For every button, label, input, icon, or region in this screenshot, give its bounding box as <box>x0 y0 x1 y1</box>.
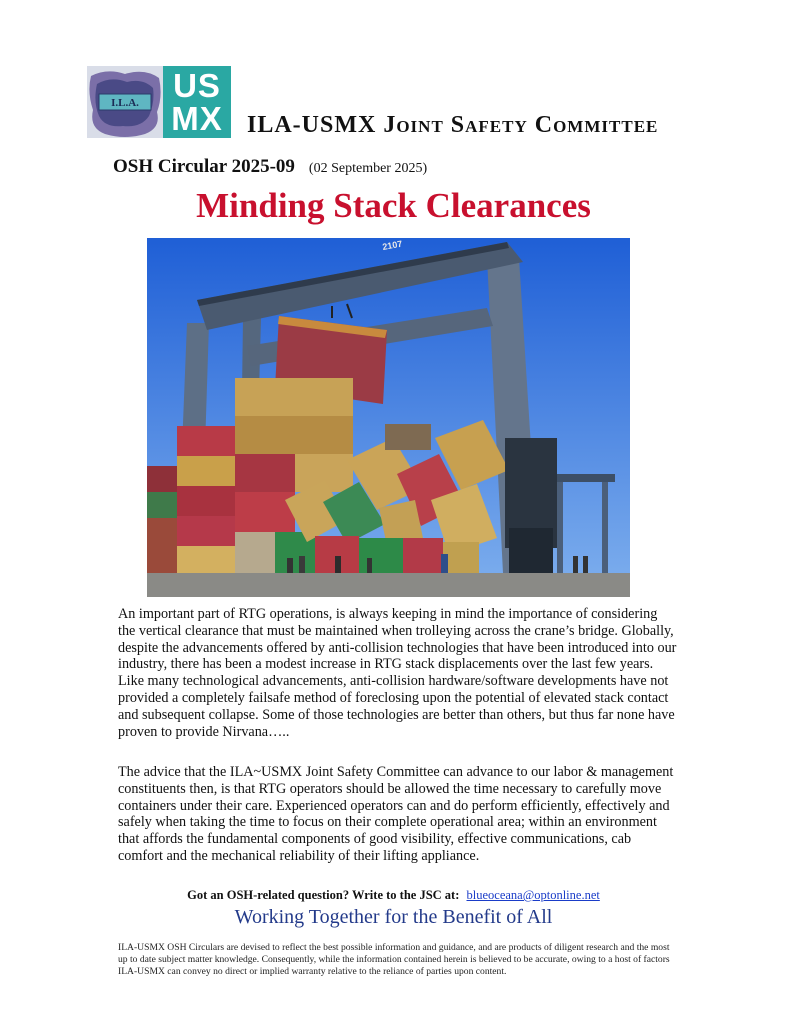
body-paragraph-1: An important part of RTG operations, is always keeping in mind the importance of considering the vertical clearance that must be maintained when trolleying across the crane’s bridge. Globally, despite the advancements offered by anti-collision technologies that have been introduced into our industry, there has been a modest increase in RTG stack displacements over the last few years. Like many technological advancements, anti-collision hardware/software developments have not provided a completely failsafe method of foreclosing upon the potential of elevated stack contact and subsequent collapse. Some of those technologies are better than others, but thus far none have proven to provide Nirvana….. <box>118 606 677 740</box>
circular-number: OSH Circular 2025-09 <box>113 156 295 177</box>
page-title: Minding Stack Clearances <box>196 186 591 225</box>
usmx-logo-line1: US <box>173 67 221 104</box>
ila-logo-text: I.L.A. <box>111 97 139 109</box>
question-text: Got an OSH-related question? Write to the JSC at: <box>187 888 460 902</box>
committee-title: ILA-USMX Joint Safety Committee <box>247 112 659 138</box>
email-link[interactable]: blueoceana@optonline.net <box>466 888 600 902</box>
question-line <box>0 888 787 903</box>
motto: Working Together for the Benefit of All <box>234 906 553 928</box>
crane-number: 2107 <box>381 238 404 252</box>
disclaimer: ILA-USMX OSH Circulars are devised to reflect the best possible information and guidance, and are products of diligent research and the most up to date subject matter knowledge. Consequently, while the information contained herein is believed to be accurate, owing to a host of factors ILA-USMX can convey no direct or implied warranty relative to the reliance of parties upon content. <box>118 942 670 978</box>
usmx-logo-line2: MX <box>171 100 223 137</box>
ila-logo <box>87 66 163 138</box>
circular-date: (02 September 2025) <box>308 161 428 176</box>
circular-line <box>113 156 427 178</box>
body-paragraph-2: The advice that the ILA~USMX Joint Safety Committee can advance to our labor & management constituents then, is that RTG operators should be allowed the time necessary to carefully move containers under their care. Experienced operators can and do perform efficiently, effectively and safely when taking the time to focus on their complete operational area; within an environment that affords the fundamental components of good visibility, effective communications, cab comfort and the mechanical reliability of their lifting appliance. <box>118 764 674 864</box>
usmx-logo <box>163 66 231 138</box>
crane-collapse-photo <box>147 238 630 597</box>
